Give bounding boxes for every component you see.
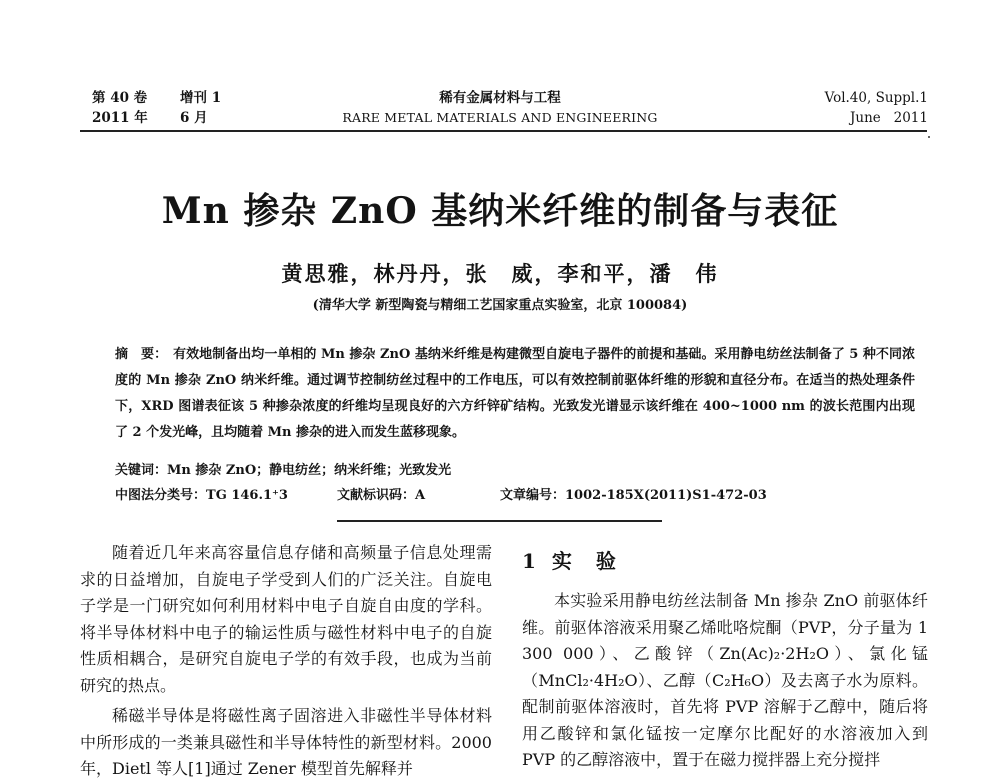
abstract-rule xyxy=(337,520,662,522)
article-authors: 黄思雅，林丹丹，张 威，李和平，潘 伟 xyxy=(281,261,719,286)
journal-issue-info-en xyxy=(825,88,928,128)
abstract-label: 摘 要： xyxy=(115,347,168,362)
keywords-text: Mn 掺杂 ZnO；静电纺丝；纳米纤维；光致发光 xyxy=(167,463,452,478)
volume-label: 第 40 卷 xyxy=(92,90,148,106)
scan-speck xyxy=(928,136,930,138)
doc-code-label: 文献标识码： xyxy=(337,488,416,503)
clc-value: TG 146.1⁺3 xyxy=(206,488,288,503)
article-no-value: 1002-185X(2011)S1-472-03 xyxy=(565,488,767,503)
section-number: 1 xyxy=(522,549,538,573)
abstract-block xyxy=(115,342,915,446)
journal-name-en: RARE METAL MATERIALS AND ENGINEERING xyxy=(342,110,658,125)
keywords-label: 关键词： xyxy=(115,463,168,478)
body-column-left xyxy=(80,540,492,783)
header-rule xyxy=(80,130,927,132)
body-column-right xyxy=(522,588,928,774)
year-label: 2011 年 xyxy=(92,110,148,126)
body-paragraph: 随着近几年来高容量信息存储和高频量子信息处理需求的日益增加，自旋电子学受到人们的广泛关注。自旋电子学是一门研究如何利用材料中电子自旋自由度的学科。将半导体材料中电子的输运性质与磁性材料中电子的自旋性质相耦合，是研究自旋电子学的有效手段，也成为当前研究的热点。 xyxy=(80,543,492,695)
keywords-line xyxy=(115,459,451,478)
journal-issue-info xyxy=(92,88,221,128)
journal-name xyxy=(250,88,750,128)
clc-item xyxy=(115,484,288,503)
author-affiliation: (清华大学 新型陶瓷与精细工艺国家重点实验室，北京 100084) xyxy=(312,298,688,313)
date-en: June 2011 xyxy=(849,110,928,126)
doc-code-item xyxy=(337,484,425,503)
doc-code-value: A xyxy=(415,488,426,503)
volume-en: Vol.40, Suppl.1 xyxy=(824,90,928,106)
journal-name-cn: 稀有金属材料与工程 xyxy=(439,90,561,106)
section-title: 实 验 xyxy=(551,549,618,573)
supplement-label: 增刊 1 xyxy=(180,90,222,106)
abstract-text: 有效地制备出均一单相的 Mn 掺杂 ZnO 基纳米纤维是构建微型自旋电子器件的前提和基础。采用静电纺丝法制备了 5 种不同浓度的 Mn 掺杂 ZnO 纳米纤维。通过调节控制纺丝过程中的工作电压，可以有效控制前驱体纤维的形貌和直径分布。在适当的热处理条件下，XRD 图谱表征该 5 种掺杂浓度的纤维均呈现良好的六方纤锌矿结构。光致发光谱显示该纤维在 400~1000 nm 的波长范围内出现了 2 个发光峰，且均随着 Mn 掺杂的进入而发生蓝移现象。 xyxy=(115,347,915,440)
section-heading xyxy=(522,545,618,574)
body-paragraph: 本实验采用静电纺丝法制备 Mn 掺杂 ZnO 前驱体纤维。前驱体溶液采用聚乙烯吡咯烷酮（PVP，分子量为 1 300 000）、乙酸锌（Zn(Ac)₂·2H₂O）、氯化锰（MnCl₂·4H₂O）、乙醇（C₂H₆O）及去离子水为原料。配制前驱体溶液时，首先将 PVP 溶解于乙醇中，随后将用乙酸锌和氯化锰按一定摩尔比配好的水溶液加入到 PVP 的乙醇溶液中，置于在磁力搅拌器上充分搅拌 xyxy=(522,591,928,769)
article-no-label: 文章编号： xyxy=(500,488,566,503)
article-no-item xyxy=(500,484,767,503)
month-label: 6 月 xyxy=(180,110,208,126)
body-paragraph: 稀磁半导体是将磁性离子固溶进入非磁性半导体材料中所形成的一类兼具磁性和半导体特性的新型材料。2000 年，Dietl 等人[1]通过 Zener 模型首先解释并 xyxy=(80,706,492,778)
clc-label: 中图法分类号： xyxy=(115,488,207,503)
article-title: Mn 掺杂 ZnO 基纳米纤维的制备与表征 xyxy=(161,190,839,232)
